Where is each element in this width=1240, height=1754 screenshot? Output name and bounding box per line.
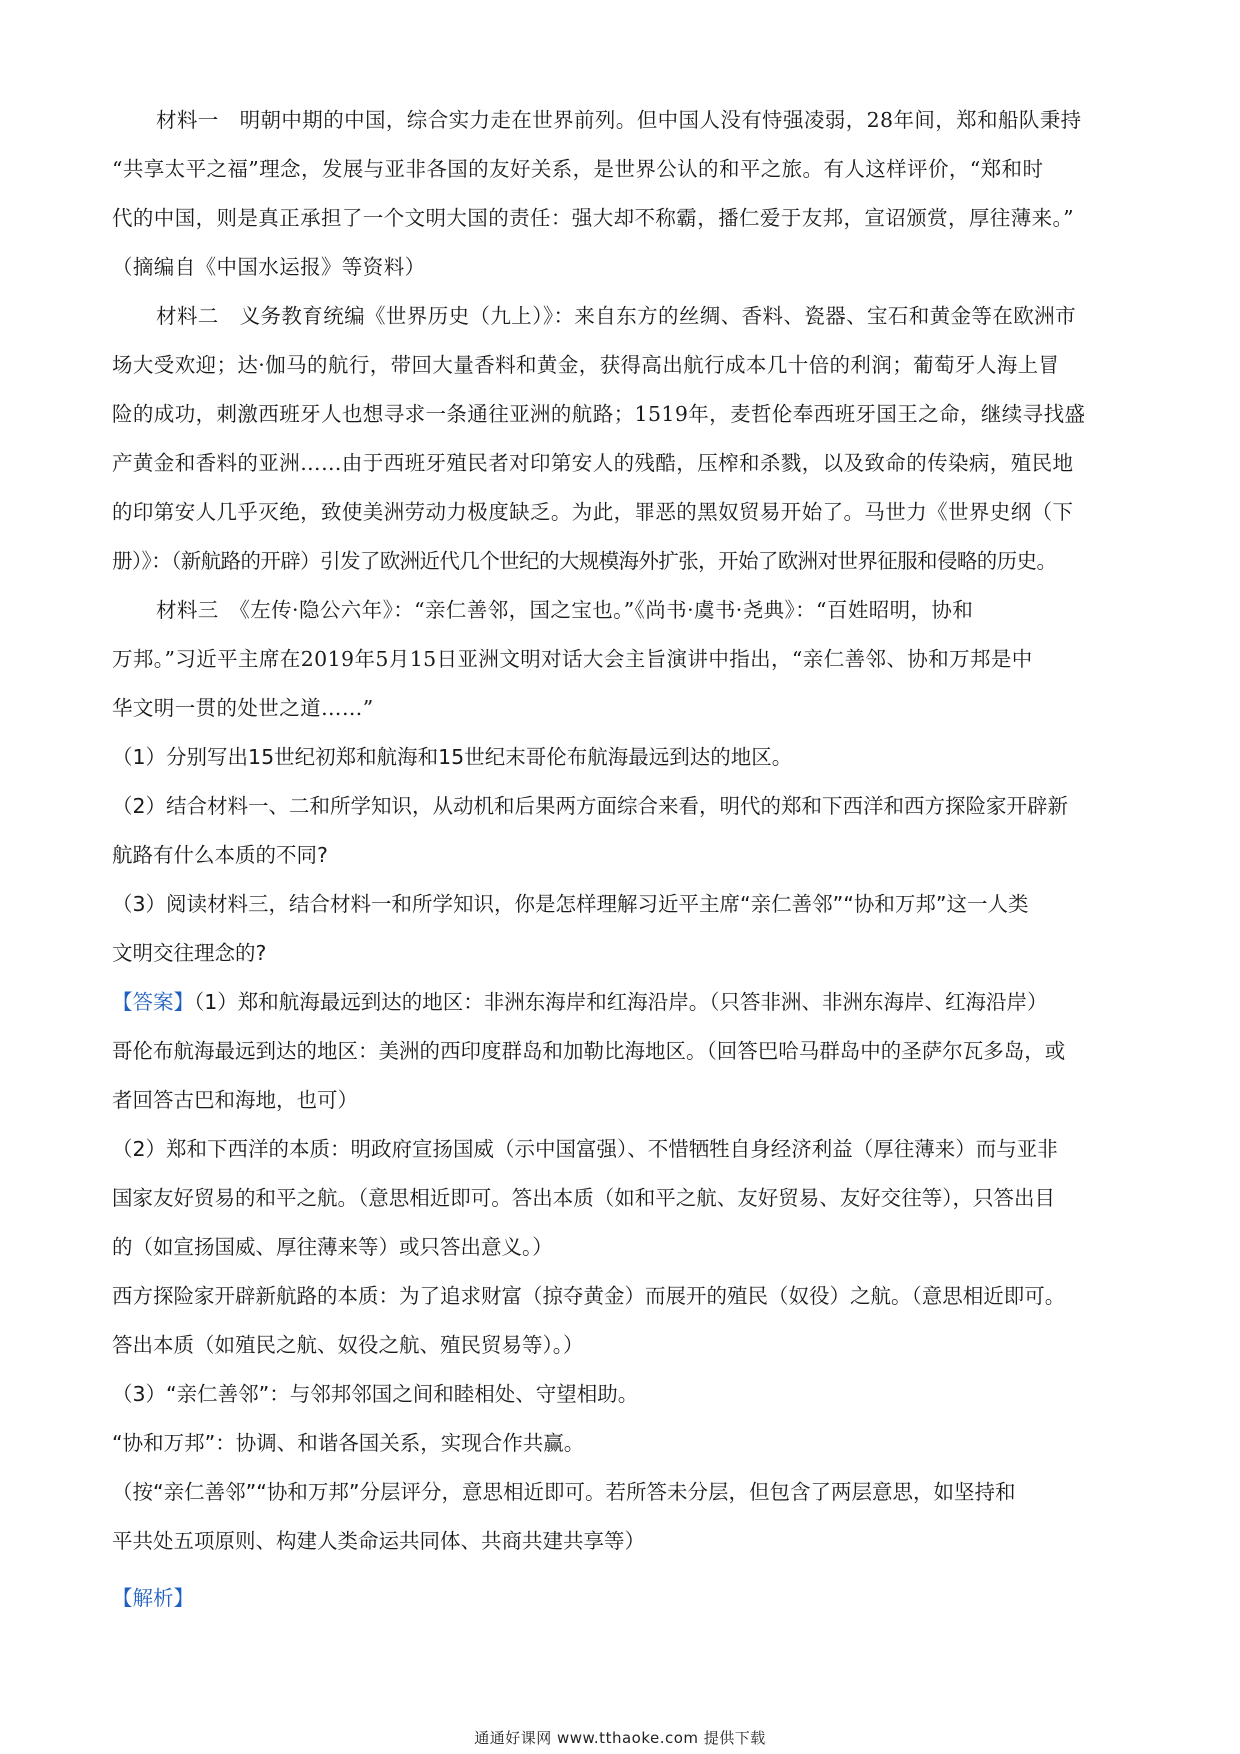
answer-section: [112, 978, 1128, 1566]
question-line: （3）阅读材料三，结合材料一和所学知识，你是怎样理解习近平主席“亲仁善邻”“协和万邦”这一人类: [112, 892, 1029, 916]
page-footer: 通通好课网 www.tthaoke.com 提供下载: [474, 1729, 766, 1747]
material-three-line: 材料三 《左传·隐公六年》：“亲仁善邻，国之宝也。”《尚书·虞书·尧典》：“百姓昭明，协和: [156, 598, 974, 622]
material-one-line: “共享太平之福”理念，发展与亚非各国的友好关系，是世界公认的和平之旅。有人这样评价，“郑和时: [112, 157, 1044, 181]
answer-line: 西方探险家开辟新航路的本质：为了追求财富（掠夺黄金）而展开的殖民（奴役）之航。（意思相近即可。: [112, 1284, 1066, 1308]
answer-first-line: [112, 978, 1128, 1027]
material-two-line: 场大受欢迎；达·伽马的航行，带回大量香料和黄金，获得高出航行成本几十倍的利润；葡萄牙人海上冒: [112, 353, 1060, 377]
material-two-line: 材料二 义务教育统编《世界历史（九上）》：来自东方的丝绸、香料、瓷器、宝石和黄金等在欧洲市: [156, 304, 1076, 328]
answer-line: （3）“亲仁善邻”：与邻邦邻国之间和睦相处、守望相助。: [112, 1382, 639, 1406]
answer-line: 者回答古巴和海地，也可）: [112, 1088, 358, 1112]
analysis-label: 【解析】: [112, 1586, 194, 1610]
material-three-line: 华文明一贯的处世之道……”: [112, 696, 374, 720]
question-line: 文明交往理念的?: [112, 941, 267, 965]
questions: [112, 733, 1128, 978]
material-one-line: 代的中国，则是真正承担了一个文明大国的责任：强大却不称霸，播仁爱于友邦，宣诏颁赏，厚往薄来。”: [112, 206, 1075, 230]
answer-line: （按“亲仁善邻”“协和万邦”分层评分，意思相近即可。若所答未分层，但包含了两层意思，如坚持和: [112, 1480, 1016, 1504]
material-two-line: 险的成功，刺激西班牙人也想寻求一条通往亚洲的航路；1519年，麦哲伦奉西班牙国王之命，继续寻找盛: [112, 402, 1086, 426]
answer-line: （2）郑和下西洋的本质：明政府宣扬国威（示中国富强）、不惜牺牲自身经济利益（厚往薄来）而与亚非: [112, 1137, 1058, 1161]
question-line: 航路有什么本质的不同?: [112, 843, 328, 867]
answer-line: “协和万邦”：协调、和谐各国关系，实现合作共赢。: [112, 1431, 585, 1455]
material-two-line: 的印第安人几乎灭绝，致使美洲劳动力极度缺乏。为此，罪恶的黑奴贸易开始了。马世力《世界史纲（下: [112, 500, 1074, 524]
question-line: （2）结合材料一、二和所学知识，从动机和后果两方面综合来看，明代的郑和下西洋和西方探险家开辟新: [112, 794, 1069, 818]
material-one-line: （摘编自《中国水运报》等资料）: [112, 255, 426, 279]
material-three: [112, 586, 1128, 733]
material-three-line: 万邦。”习近平主席在2019年5月15日亚洲文明对话大会主旨演讲中指出，“亲仁善邻、协和万邦是中: [112, 647, 1033, 671]
answer-label: 【答案】: [112, 990, 194, 1014]
material-two-line: 册）》：（新航路的开辟）引发了欧洲近代几个世纪的大规模海外扩张，开始了欧洲对世界征服和侵略的历史。: [112, 549, 1057, 573]
answer-line: 哥伦布航海最远到达的地区：美洲的西印度群岛和加勒比海地区。（回答巴哈马群岛中的圣萨尔瓦多岛，或: [112, 1039, 1066, 1063]
document-body: [112, 96, 1128, 1623]
answer-line: 平共处五项原则、构建人类命运共同体、共商共建共享等）: [112, 1529, 645, 1553]
analysis-heading: [112, 1574, 1128, 1623]
material-two: [112, 292, 1128, 586]
answer-line: 答出本质（如殖民之航、奴役之航、殖民贸易等）。）: [112, 1333, 584, 1357]
answer-text: （1）郑和航海最远到达的地区：非洲东海岸和红海沿岸。（只答非洲、非洲东海岸、红海沿岸）: [194, 990, 1048, 1014]
material-two-line: 产黄金和香料的亚洲……由于西班牙殖民者对印第安人的残酷，压榨和杀戮，以及致命的传染病，殖民地: [112, 451, 1074, 475]
answer-line: 的（如宣扬国威、厚往薄来等）或只答出意义。）: [112, 1235, 553, 1259]
material-one-line: 材料一 明朝中期的中国，综合实力走在世界前列。但中国人没有恃强凌弱，28年间，郑和船队秉持: [156, 108, 1082, 132]
material-one: [112, 96, 1128, 292]
answer-line: 国家友好贸易的和平之航。（意思相近即可。答出本质（如和平之航、友好贸易、友好交往等），只答出目: [112, 1186, 1055, 1210]
question-line: （1）分别写出15世纪初郑和航海和15世纪末哥伦布航海最远到达的地区。: [112, 745, 793, 769]
